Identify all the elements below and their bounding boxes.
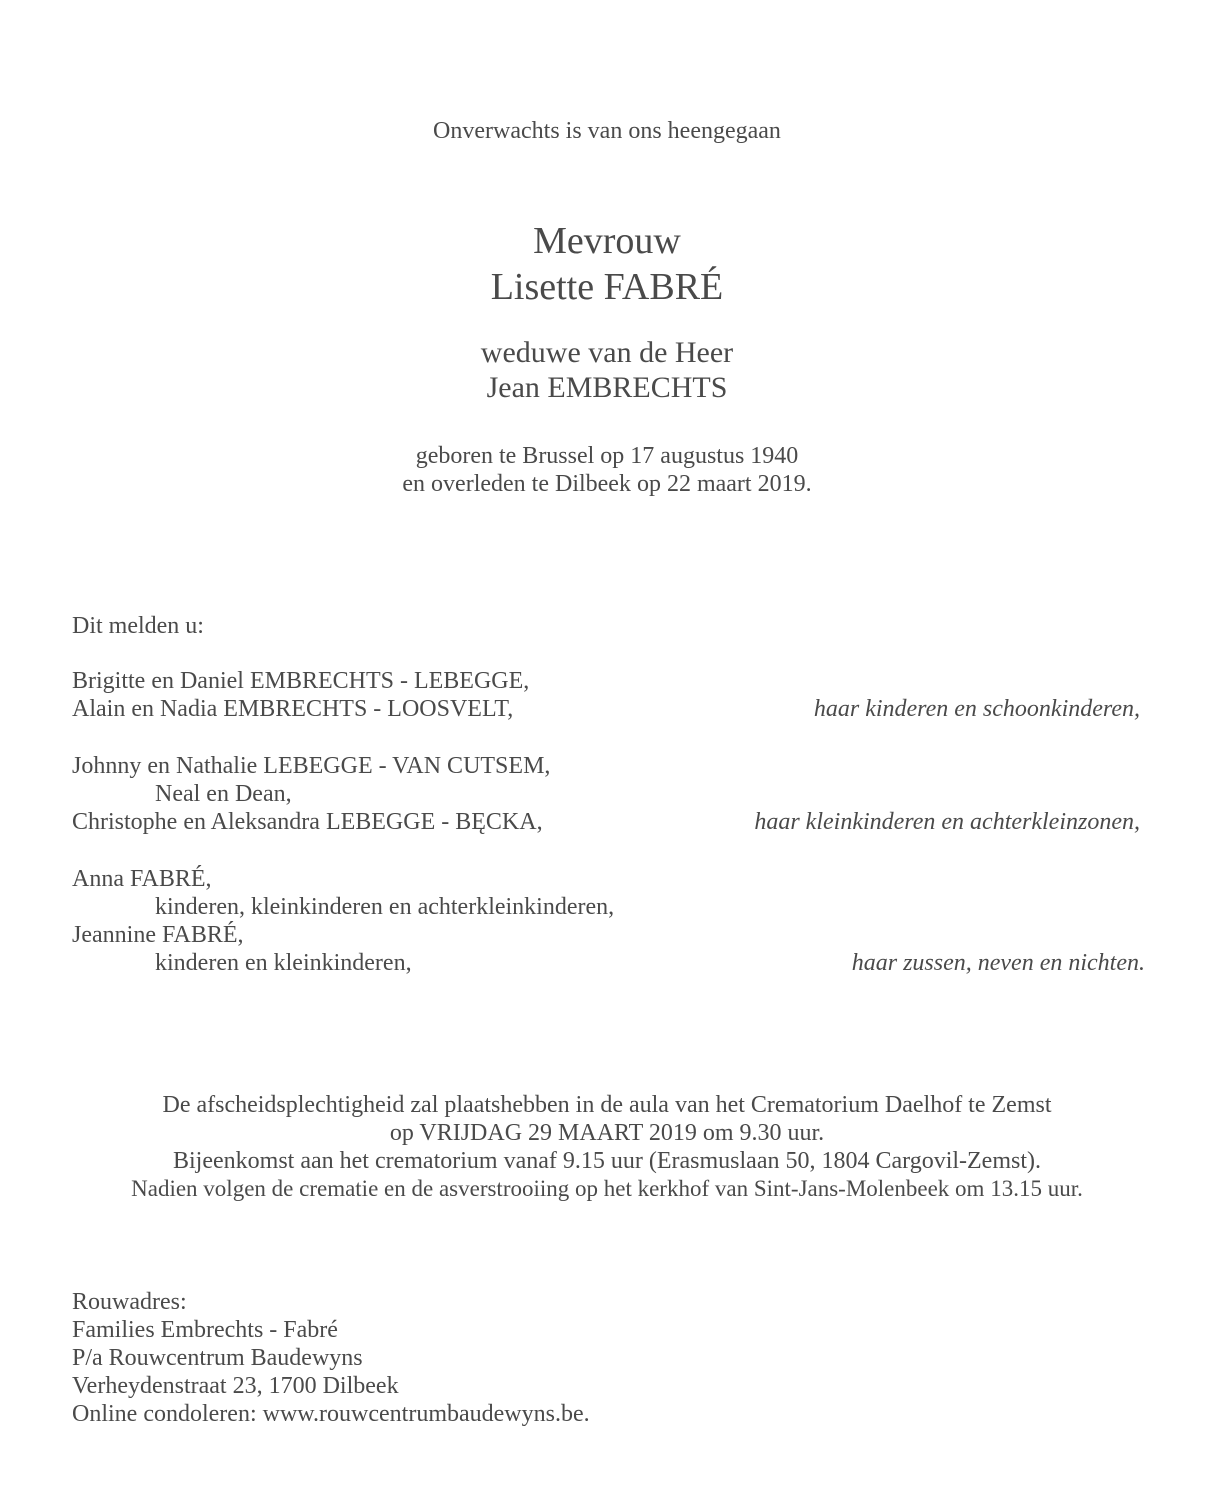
widow-line: weduwe van de Heer (480, 336, 734, 369)
relation-label: haar kleinkinderen en achterkleinzonen, (754, 809, 1140, 835)
deceased-name: Lisette FABRÉ (490, 266, 724, 308)
family-line: Alain en Nadia EMBRECHTS - LOOSVELT, (72, 696, 514, 722)
honorific-title: Mevrouw (533, 220, 681, 262)
family-line: kinderen en kleinkinderen, (155, 950, 412, 976)
relation-label: haar zussen, neven en nichten. (851, 950, 1145, 976)
family-line: Johnny en Nathalie LEBEGGE - VAN CUTSEM, (72, 753, 551, 779)
address-line: Families Embrechts - Fabré (72, 1317, 338, 1343)
death-line: en overleden te Dilbeek op 22 maart 2019. (402, 471, 812, 497)
family-line: Neal en Dean, (155, 781, 292, 807)
condolence-line: Online condoleren: www.rouwcentrumbaudewyns.be. (72, 1401, 590, 1427)
birth-line: geboren te Brussel op 17 augustus 1940 (415, 443, 799, 469)
family-line: kinderen, kleinkinderen en achterkleinkinderen, (155, 894, 615, 920)
family-line: Jeannine FABRÉ, (72, 922, 244, 948)
spouse-name: Jean EMBRECHTS (486, 371, 728, 404)
family-line: Anna FABRÉ, (72, 866, 212, 892)
relation-label: haar kinderen en schoonkinderen, (813, 696, 1140, 722)
family-line: Brigitte en Daniel EMBRECHTS - LEBEGGE, (72, 668, 530, 694)
family-line: Christophe en Aleksandra LEBEGGE - BĘCKA, (72, 809, 543, 835)
ceremony-date: op VRIJDAG 29 MAART 2019 om 9.30 uur. (389, 1120, 825, 1146)
intro-line: Onverwachts is van ons heengegaan (433, 118, 781, 144)
announce-intro: Dit melden u: (72, 613, 204, 639)
ceremony-line: Bijeenkomst aan het crematorium vanaf 9.15 uur (Erasmuslaan 50, 1804 Cargovil-Zemst). (173, 1148, 1041, 1174)
address-line: P/a Rouwcentrum Baudewyns (72, 1345, 363, 1371)
address-label: Rouwadres: (72, 1289, 187, 1315)
ceremony-line: Nadien volgen de crematie en de asverstrooiing op het kerkhof van Sint-Jans-Molenbeek om 13.15 uur. (131, 1176, 1083, 1201)
address-line: Verheydenstraat 23, 1700 Dilbeek (72, 1373, 399, 1399)
ceremony-line: De afscheidsplechtigheid zal plaatshebben in de aula van het Crematorium Daelhof te Zemst (162, 1092, 1052, 1118)
